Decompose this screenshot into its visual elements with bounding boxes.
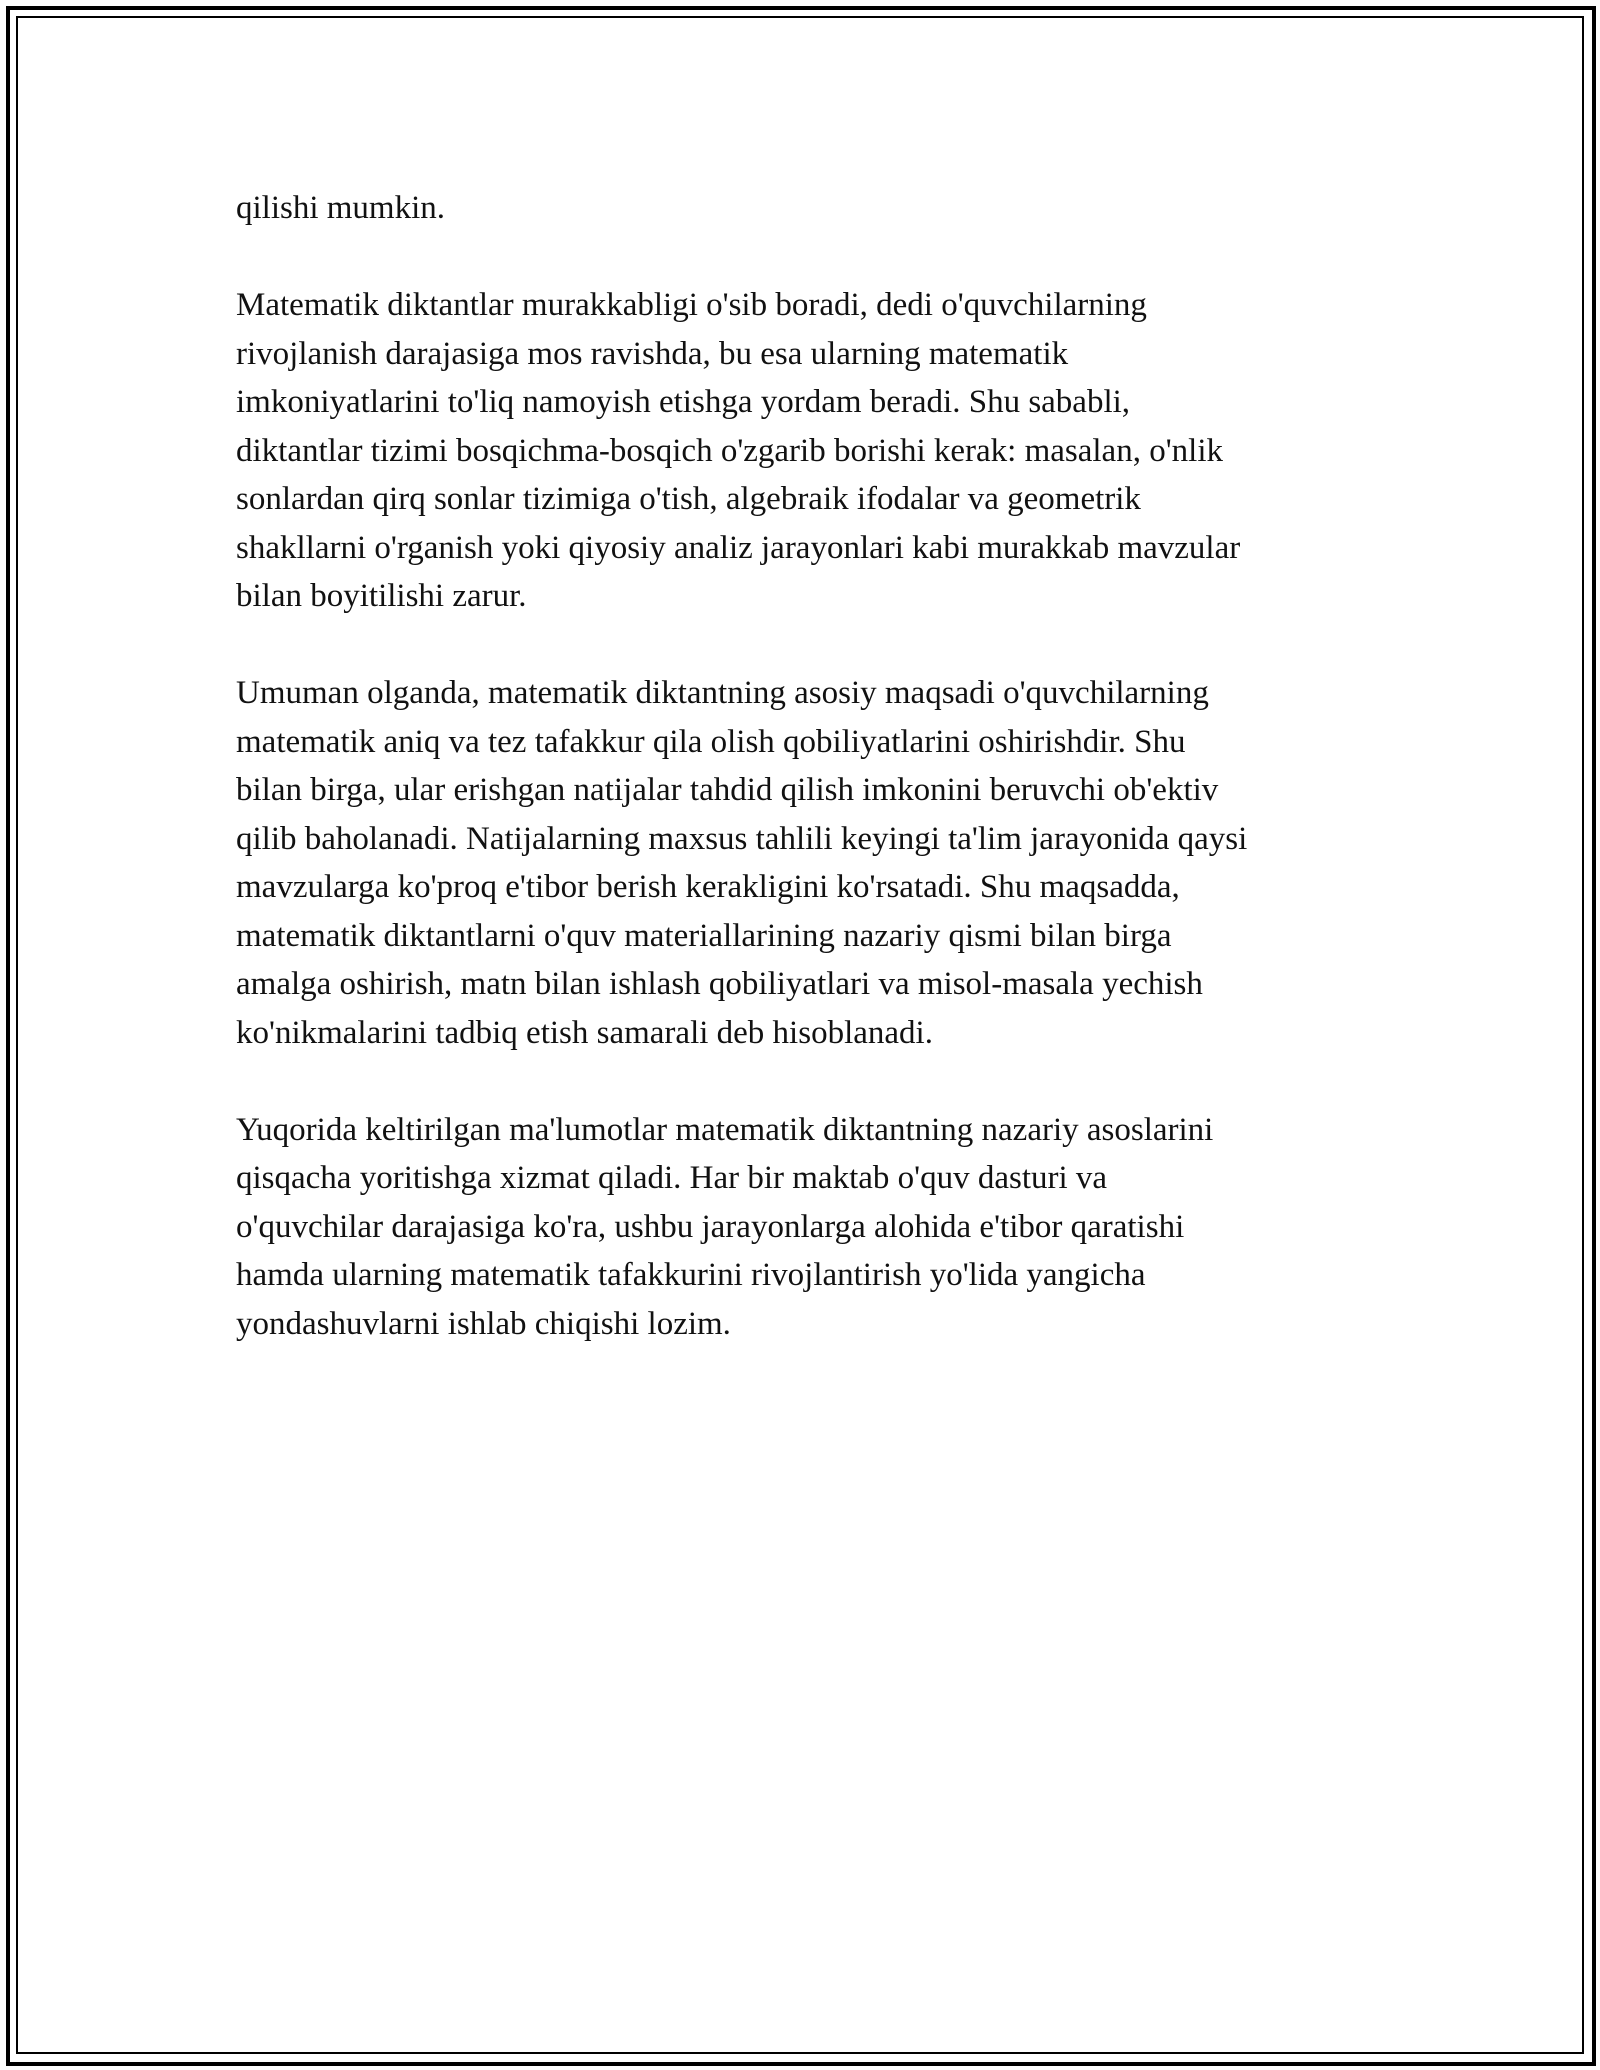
paragraph-4: Yuqorida keltirilgan ma'lumotlar matematik diktantning nazariy asoslarini qisqacha yoritishga xizmat qiladi. Har bir maktab o'quv dasturi va o'quvchilar darajasiga ko'ra, ushbu jarayonlarga alohida e'tibor qaratishi hamda ularning matematik tafakkurini rivojlantirish yo'lida yangicha yondashuvlarni ishlab chiqishi lozim.	[236, 1111, 1214, 1342]
paragraph-2: Matematik diktantlar murakkabligi o'sib boradi, dedi o'quvchilarning rivojlanish darajasiga mos ravishda, bu esa ularning matematik imkoniyatlarini to'liq namoyish etishga yordam beradi. Shu sababli, diktantlar tizimi bosqichma-bosqich o'zgarib borishi kerak: masalan, o'nlik sonlardan qirq sonlar tizimiga o'tish, algebraik ifodalar va geometrik shakllarni o'rganish yoki qiyosiy analiz jarayonlari kabi murakkab mavzular bilan boyitilishi zarur.	[236, 287, 1241, 614]
paragraph-3: Umuman olganda, matematik diktantning asosiy maqsadi o'quvchilarning matematik aniq va tez tafakkur qila olish qobiliyatlarini oshirishdir. Shu bilan birga, ular erishgan natijalar tahdid qilish imkonini beruvchi ob'ektiv qilib baholanadi. Natijalarning maxsus tahlili keyingi ta'lim jarayonida qaysi mavzularga ko'proq e'tibor berish kerakligini ko'rsatadi. Shu maqsadda, matematik diktantlarni o'quv materiallarining nazariy qismi bilan birga amalga oshirish, matn bilan ishlash qobiliyatlari va misol-masala yechish ko'nikmalarini tadbiq etish samarali deb hisoblanadi.	[236, 675, 1248, 1051]
paragraph-1: qilishi mumkin.	[236, 190, 446, 226]
document-body	[236, 184, 1376, 1397]
